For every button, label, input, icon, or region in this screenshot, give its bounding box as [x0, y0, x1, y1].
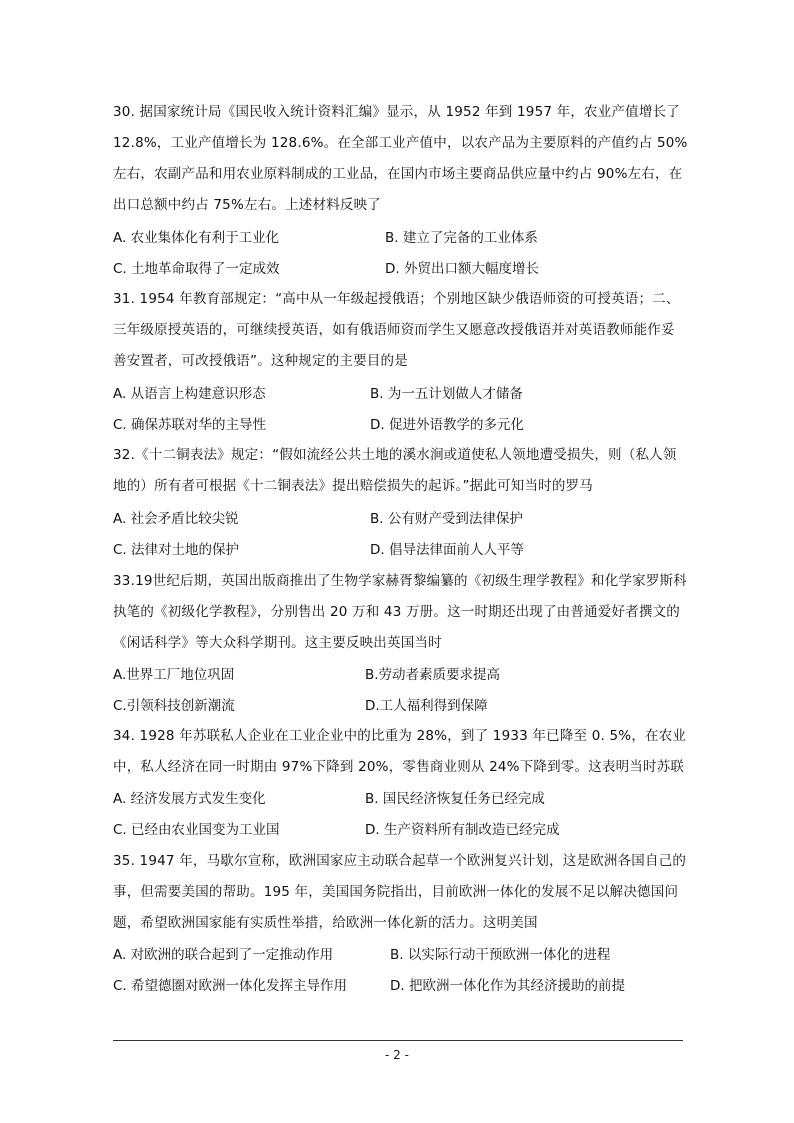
question-30-option-c: C. 土地革命取得了一定成效: [113, 261, 280, 277]
question-32-option-c: C. 法律对土地的保护: [113, 542, 240, 558]
question-32-option-a: A. 社会矛盾比较尖锐: [113, 511, 239, 527]
question-31-option-a: A. 从语言上构建意识形态: [113, 386, 266, 402]
question-35-option-a: A. 对欧洲的联合起到了一定推动作用: [113, 947, 334, 963]
question-32-stem: 32.《十二铜表法》规定：“假如流经公共土地的溪水涧或道使私人领地遭受损失，则（私人领地的）所有者可根据《十二铜表法》提出赔偿损失的起诉。”据此可知当时的罗马: [113, 447, 677, 494]
question-30-option-b: B. 建立了完备的工业体系: [385, 230, 538, 246]
question-33-stem: 33.19世纪后期，英国出版商推出了生物学家赫胥黎编纂的《初级生理学教程》和化学家罗斯科执笔的《初级化学教程》，分别售出 20 万和 43 万册。这一时期还出现了由普通爱好者撰文的《闲话科学》等大众科学期刊。这主要反映出英国当时: [113, 573, 687, 651]
question-30-stem: 30. 据国家统计局《国民收入统计资料汇编》显示，从 1952 年到 1957 年，农业产值增长了 12.8%，工业产值增长为 128.6%。在全部工业产值中，以农产品为主要原料的产值约占 50%左右，农副产品和用农业原料制成的工业品，在国内市场主要商品供应量中约占 90%左右，在出口总额中约占 75%左右。上述材料反映了: [113, 104, 688, 213]
question-31-option-c: C. 确保苏联对华的主导性: [113, 417, 267, 433]
page-number: - 2 -: [385, 1048, 409, 1062]
question-30-option-a: A. 农业集体化有利于工业化: [113, 230, 280, 246]
question-35-option-c: C. 希望德圏对欧洲一体化发挥主导作用: [113, 978, 348, 994]
question-31-stem: 31. 1954 年教育部规定：“高中从一年级起授俄语；个别地区缺少俄语师资的可授英语；二、三年级原授英语的，可继续授英语，如有俄语师资而学生又愿意改授俄语并对英语教师能作妥善安置者，可改授俄语”。这种规定的主要目的是: [113, 291, 680, 369]
footer-divider: [113, 1040, 683, 1041]
question-35-stem: 35. 1947 年，马歇尔宣称，欧洲国家应主动联合起草一个欧洲复兴计划，这是欧洲各国自己的事，但需要美国的帮助。195 年，美国国务院指出，目前欧洲一体化的发展不足以解决德国问题，希望欧洲国家能有实质性举措，给欧洲一体化新的活力。这明美国: [113, 853, 687, 931]
question-35-option-d: D. 把欧洲一体化作为其经济援助的前提: [390, 978, 625, 994]
question-31-option-b: B. 为一五计划做人才储备: [370, 386, 523, 402]
question-33-option-b: B.劳动者素质要求提高: [365, 667, 501, 683]
question-34-option-c: C. 已经由农业国变为工业国: [113, 822, 280, 838]
question-34-option-a: A. 经济发展方式发生变化: [113, 791, 266, 807]
question-34-option-d: D. 生产资料所有制改造已经完成: [365, 822, 560, 838]
question-33-option-a: A.世界工厂地位巩固: [113, 667, 235, 683]
question-33-option-d: D.工人福利得到保障: [365, 698, 488, 714]
question-31-option-d: D. 促进外语教学的多元化: [370, 417, 524, 433]
question-35-option-b: B. 以实际行动干预欧洲一体化的进程: [390, 947, 611, 963]
question-34-stem: 34. 1928 年苏联私人企业在工业企业中的比重为 28%，到了 1933 年已降至 0. 5%，在农业中，私人经济在同一时期由 97%下降到 20%，零售商业则从 24%下降到零。这表明当时苏联: [113, 728, 687, 775]
question-32-option-d: D. 倡导法律面前人人平等: [370, 542, 524, 558]
question-33-option-c: C.引领科技创新潮流: [113, 698, 235, 714]
question-32-option-b: B. 公有财产受到法律保护: [370, 511, 523, 527]
question-30-option-d: D. 外贸出口额大幅度增长: [385, 261, 539, 277]
question-34-option-b: B. 国民经济恢复任务已经完成: [365, 791, 545, 807]
